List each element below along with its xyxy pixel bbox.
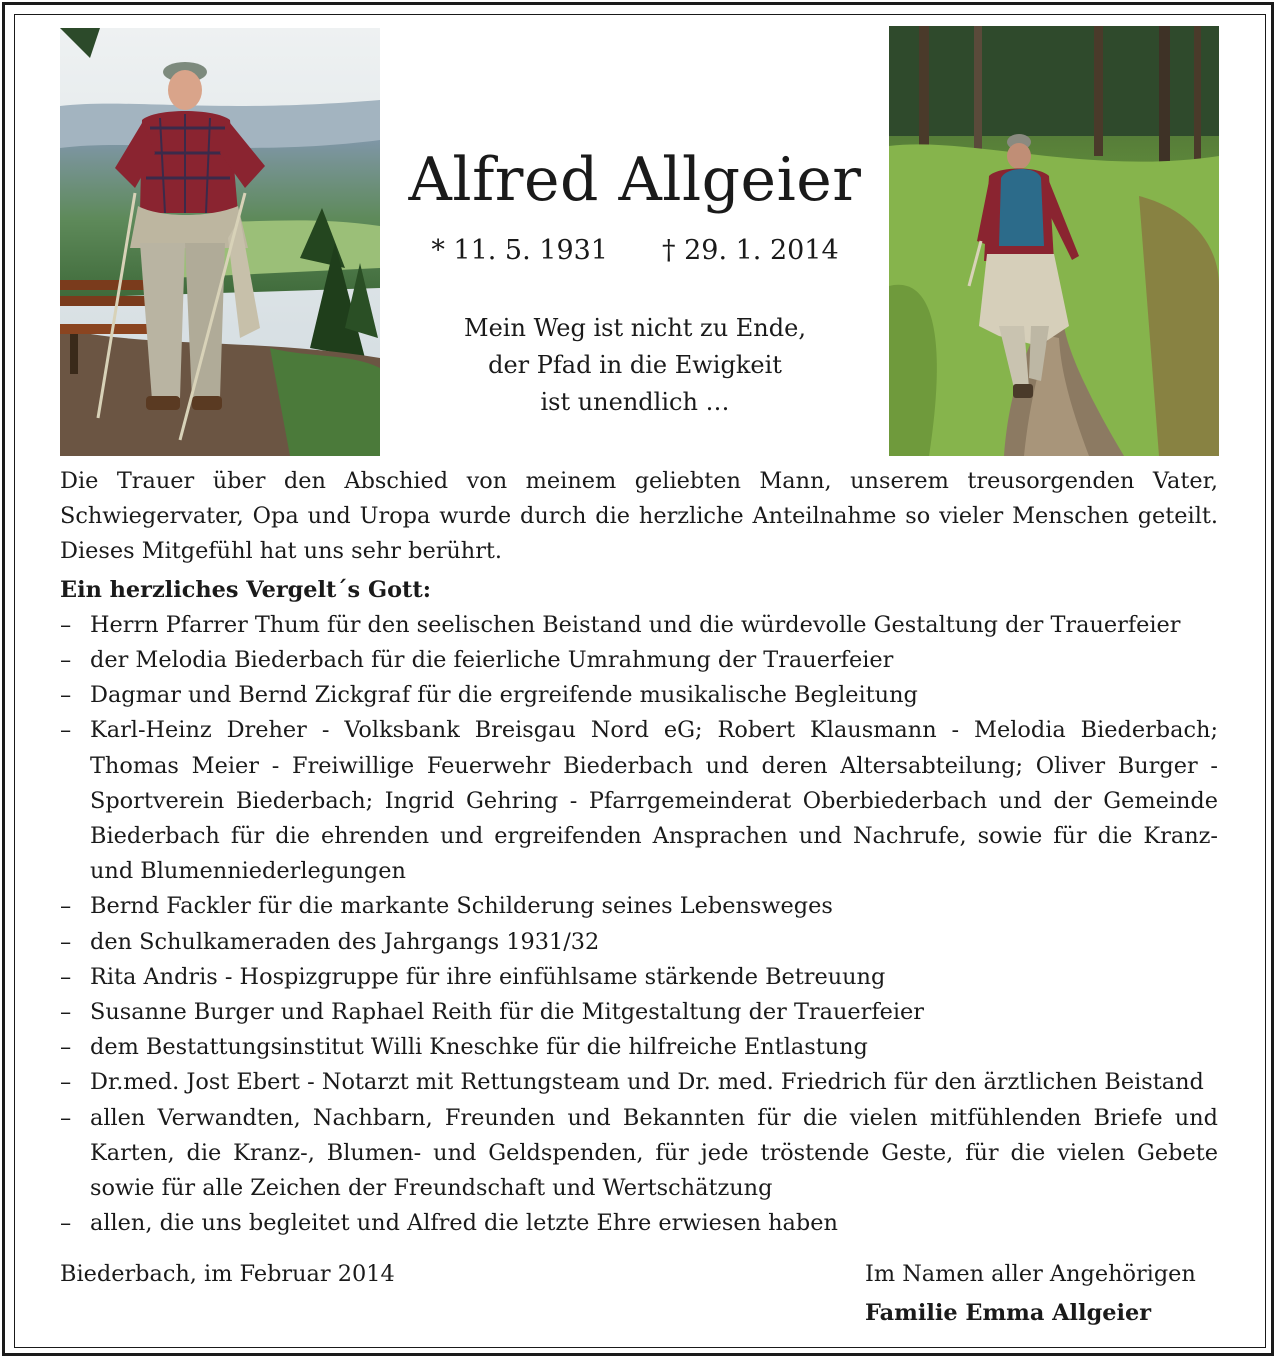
photo-hiker-forest-trail xyxy=(889,26,1219,456)
list-item xyxy=(60,713,1218,889)
thanks-text: den Schulkameraden des Jahrgangs 1931/32 xyxy=(90,928,600,955)
list-item xyxy=(60,643,1218,678)
dash-bullet: – xyxy=(60,1104,72,1131)
list-item xyxy=(60,1030,1218,1065)
dash-bullet: – xyxy=(60,893,72,920)
list-item xyxy=(60,608,1218,643)
thanks-heading: Ein herzliches Vergelt´s Gott: xyxy=(60,576,431,603)
dash-bullet: – xyxy=(60,682,72,709)
dash-bullet: – xyxy=(60,963,72,990)
memorial-quote xyxy=(385,310,885,421)
list-item xyxy=(60,678,1218,713)
thanks-list xyxy=(60,608,1218,1242)
list-item xyxy=(60,889,1218,924)
thanks-text: Bernd Fackler für die markante Schilderung seines Lebensweges xyxy=(90,893,833,920)
dash-bullet: – xyxy=(60,1210,72,1237)
obituary-body xyxy=(60,464,1218,1241)
dash-bullet: – xyxy=(60,928,72,955)
thanks-text: Karl-Heinz Dreher - Volksbank Breisgau Nord eG; Robert Klausmann - Melodia Biederbach; Thomas Meier - Freiwillige Feuerwehr Biederbach und deren Altersabteilung; Oliver Burger - Sportverein Biederbach; Ingrid Gehring - Pfarrgemeinderat Oberbiederbach und der Gemeinde Biederbach für die ehrenden und ergreifenden Ansprachen und Nachrufe, sowie für die Kranz- und Blumenniederlegungen xyxy=(90,717,1218,885)
family-name: Familie Emma Allgeier xyxy=(865,1300,1152,1327)
thanks-text: Susanne Burger und Raphael Reith für die Mitgestaltung der Trauerfeier xyxy=(90,999,925,1026)
thanks-text: Herrn Pfarrer Thum für den seelischen Beistand und die würdevolle Gestaltung der Trauerfeier xyxy=(90,611,1181,638)
signoff xyxy=(865,1257,1196,1331)
thanks-text: allen, die uns begleitet und Alfred die letzte Ehre erwiesen haben xyxy=(90,1210,838,1237)
intro-paragraph: Die Trauer über den Abschied von meinem geliebten Mann, unserem treusorgenden Vater, Schwiegervater, Opa und Uropa wurde durch die herzliche Anteilnahme so vieler Menschen geteilt. Dieses Mitgefühl hat uns sehr berührt. xyxy=(60,468,1218,565)
thanks-text: Dagmar und Bernd Zickgraf für die ergreifende musikalische Begleitung xyxy=(90,682,918,709)
header xyxy=(385,140,885,421)
signoff-line: Im Namen aller Angehörigen xyxy=(865,1261,1196,1287)
thanks-text: dem Bestattungsinstitut Willi Kneschke für die hilfreiche Entlastung xyxy=(90,1034,868,1061)
list-item xyxy=(60,1101,1218,1207)
list-item xyxy=(60,925,1218,960)
life-dates xyxy=(385,234,885,268)
death-date: † 29. 1. 2014 xyxy=(662,235,839,266)
photo-hiker-viewpoint xyxy=(60,28,380,456)
list-item xyxy=(60,1065,1218,1100)
thanks-text: allen Verwandten, Nachbarn, Freunden und Bekannten für die vielen mitfühlenden Briefe und Karten, die Kranz-, Blumen- und Geldspenden, für jede tröstende Geste, für die vielen Gebete sowie für alle Zeichen der Freundschaft und Wertschätzung xyxy=(90,1104,1218,1202)
dash-bullet: – xyxy=(60,1069,72,1096)
dash-bullet: – xyxy=(60,999,72,1026)
list-item xyxy=(60,995,1218,1030)
dash-bullet: – xyxy=(60,1034,72,1061)
dash-bullet: – xyxy=(60,717,72,744)
list-item xyxy=(60,1206,1218,1241)
thanks-text: der Melodia Biederbach für die feierliche Umrahmung der Trauerfeier xyxy=(90,647,894,674)
quote-line: Mein Weg ist nicht zu Ende, xyxy=(464,314,806,342)
place-date: Biederbach, im Februar 2014 xyxy=(60,1261,395,1287)
birth-date: * 11. 5. 1931 xyxy=(431,235,608,266)
list-item xyxy=(60,960,1218,995)
dash-bullet: – xyxy=(60,647,72,674)
quote-line: ist unendlich … xyxy=(540,388,730,416)
quote-line: der Pfad in die Ewigkeit xyxy=(488,351,782,379)
dash-bullet: – xyxy=(60,611,72,638)
thanks-text: Dr.med. Jost Ebert - Notarzt mit Rettungsteam und Dr. med. Friedrich für den ärztlichen Beistand xyxy=(90,1069,1204,1096)
deceased-name: Alfred Allgeier xyxy=(408,145,862,215)
thanks-text: Rita Andris - Hospizgruppe für ihre einfühlsame stärkende Betreuung xyxy=(90,963,886,990)
